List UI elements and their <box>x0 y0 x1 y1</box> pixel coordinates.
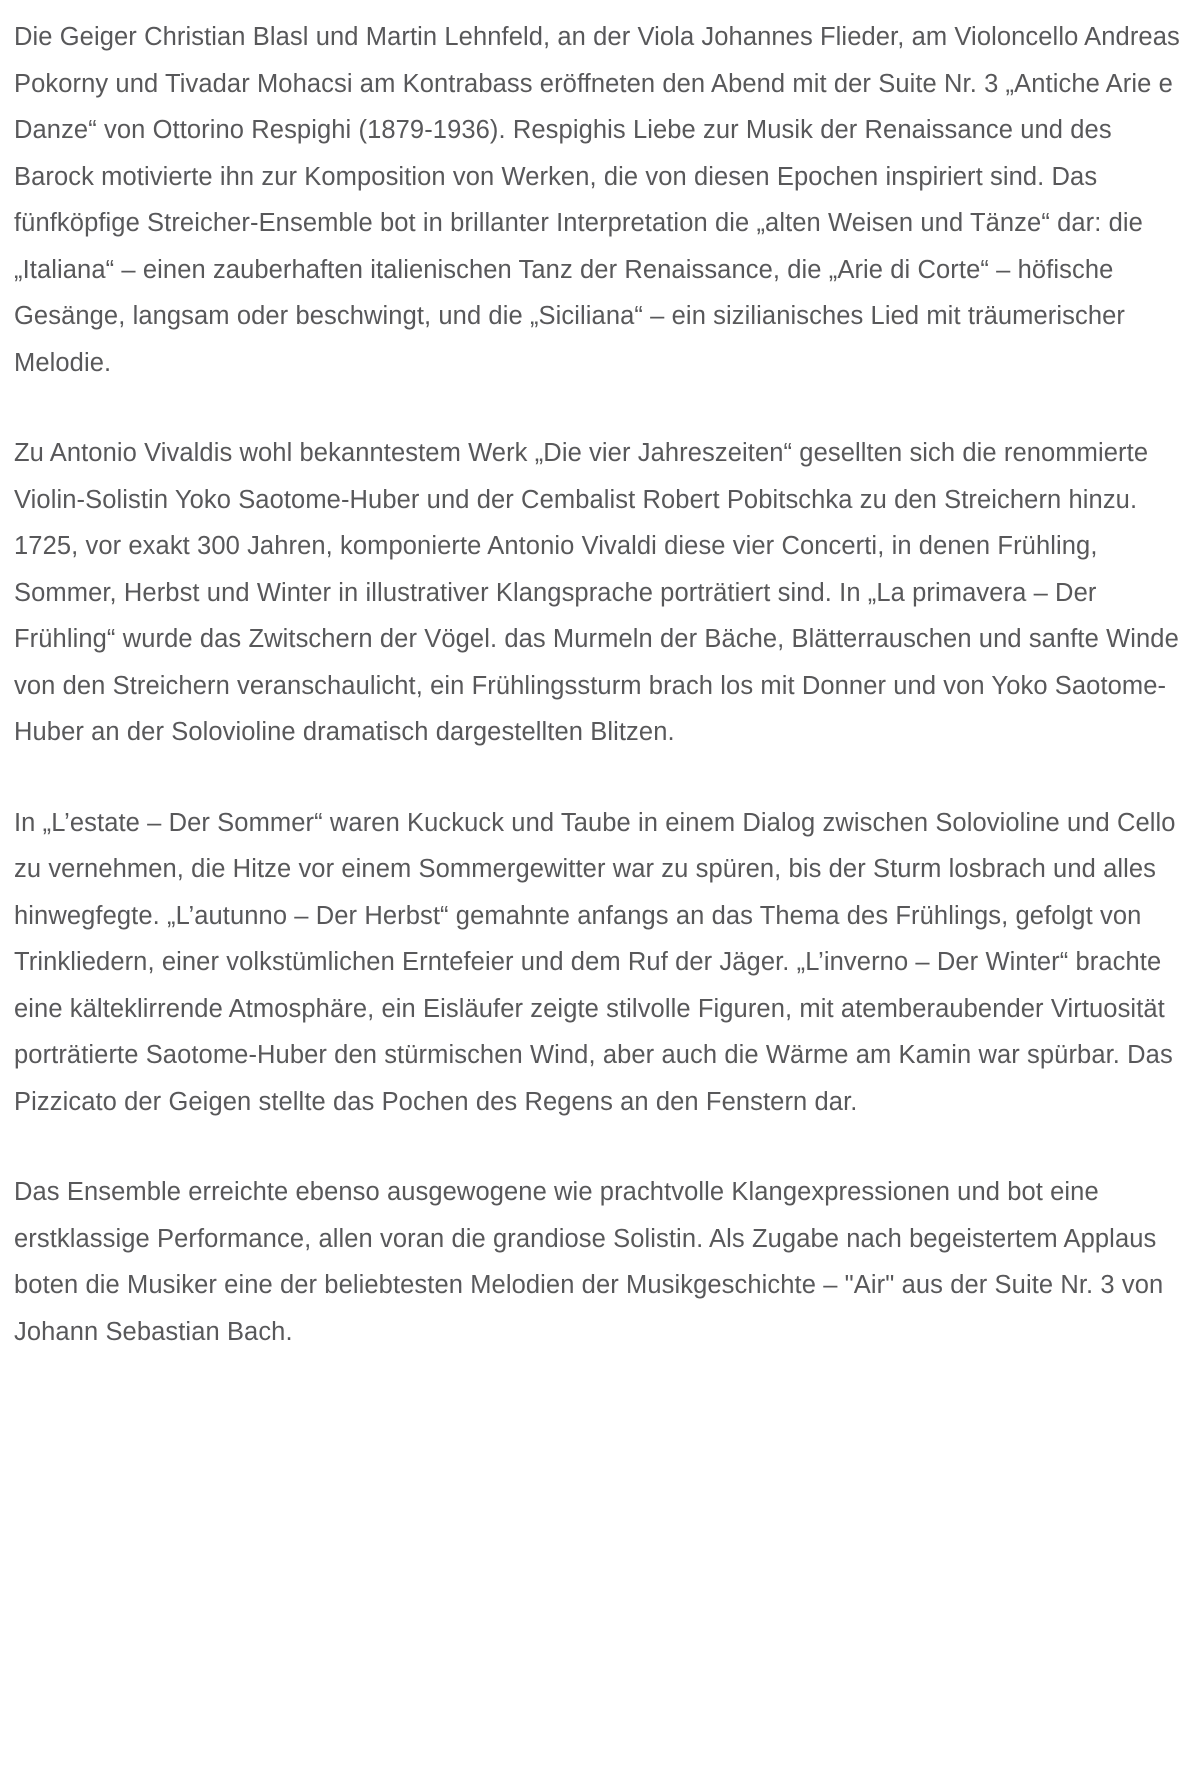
paragraph: Zu Antonio Vivaldis wohl bekanntestem Werk „Die vier Jahreszeiten“ gesellten sich die renommierte Violin-Solistin Yoko Saotome-Huber und der Cembalist Robert Pobitschka zu den Streichern hinzu. 1725, vor exakt 300 Jahren, komponierte Antonio Vivaldi diese vier Concerti, in denen Frühling, Sommer, Herbst und Winter in illustrativer Klangsprache porträtiert sind. In „La primavera – Der Frühling“ wurde das Zwitschern der Vögel. das Murmeln der Bäche, Blätterrauschen und sanfte Winde von den Streichern veranschaulicht, ein Frühlingssturm brach los mit Donner und von Yoko Saotome-Huber an der Solovioline dramatisch dargestellten Blitzen. <box>14 439 1179 746</box>
paragraph: Die Geiger Christian Blasl und Martin Lehnfeld, an der Viola Johannes Flieder, am Violoncello Andreas Pokorny und Tivadar Mohacsi am Kontrabass eröffneten den Abend mit der Suite Nr. 3 „Antiche Arie e Danze“ von Ottorino Respighi (1879-1936). Respighis Liebe zur Musik der Renaissance und des Barock motivierte ihn zur Komposition von Werken, die von diesen Epochen inspiriert sind. Das fünfköpfige Streicher-Ensemble bot in brillanter Interpretation die „alten Weisen und Tänze“ dar: die „Italiana“ – einen zauberhaften italienischen Tanz der Renaissance, die „Arie di Corte“ – höfische Gesänge, langsam oder beschwingt, und die „Siciliana“ – ein sizilianisches Lied mit träumerischer Melodie. <box>14 23 1180 377</box>
paragraph: In „L’estate – Der Sommer“ waren Kuckuck und Taube in einem Dialog zwischen Solovioline und Cello zu vernehmen, die Hitze vor einem Sommergewitter war zu spüren, bis der Sturm losbrach und alles hinwegfegte. „L’autunno – Der Herbst“ gemahnte anfangs an das Thema des Frühlings, gefolgt von Trinkliedern, einer volkstümlichen Erntefeier und dem Ruf der Jäger. „L’inverno – Der Winter“ brachte eine kälteklirrende Atmosphäre, ein Eisläufer zeigte stilvolle Figuren, mit atemberaubender Virtuosität porträtierte Saotome-Huber den stürmischen Wind, aber auch die Wärme am Kamin war spürbar. Das Pizzicato der Geigen stellte das Pochen des Regens an den Fenstern dar. <box>14 808 1176 1116</box>
paragraph: Das Ensemble erreichte ebenso ausgewogene wie prachtvolle Klangexpressionen und bot eine erstklassige Performance, allen voran die grandiose Solistin. Als Zugabe nach begeistertem Applaus boten die Musiker eine der beliebtesten Melodien der Musikgeschichte – "Air" aus der Suite Nr. 3 von Johann Sebastian Bach. <box>14 1178 1164 1346</box>
